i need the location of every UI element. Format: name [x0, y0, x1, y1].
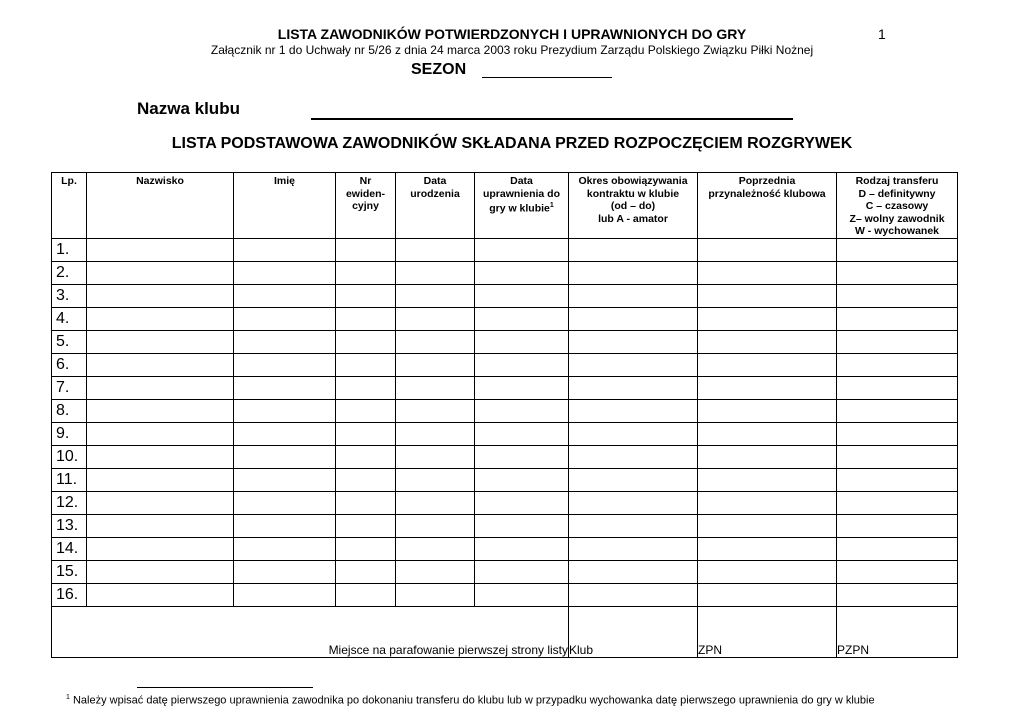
table-cell-registry-number[interactable] [336, 399, 396, 422]
table-cell-birth-date[interactable] [396, 468, 475, 491]
footnote [66, 694, 875, 707]
table-cell-previous-club[interactable] [698, 560, 837, 583]
table-cell-contract-period[interactable] [569, 583, 698, 606]
table-cell-previous-club[interactable] [698, 376, 837, 399]
table-cell-eligibility-date[interactable] [475, 376, 569, 399]
table-cell-transfer-type[interactable] [837, 422, 958, 445]
table-cell-registry-number[interactable] [336, 284, 396, 307]
season-field[interactable] [482, 77, 612, 78]
column-header-line: Data [510, 175, 533, 187]
table-cell-birth-date[interactable] [396, 376, 475, 399]
table-cell-first-name[interactable] [234, 445, 336, 468]
table-cell-registry-number[interactable] [336, 238, 396, 261]
column-header-first-name [234, 173, 336, 239]
table-cell-contract-period[interactable] [569, 537, 698, 560]
table-cell-previous-club[interactable] [698, 583, 837, 606]
column-header-line: W - wychowanek [854, 225, 939, 237]
table-cell-previous-club[interactable] [698, 491, 837, 514]
column-header-line: przynależność klubowa [708, 187, 826, 200]
table-cell-surname[interactable] [87, 284, 234, 307]
column-header-line: Z– wolny zawodnik [849, 212, 945, 225]
column-header-line: Poprzednia [738, 175, 796, 187]
table-cell-birth-date[interactable] [396, 261, 475, 284]
column-header-line: (od – do) [610, 200, 656, 212]
table-cell-birth-date[interactable] [396, 422, 475, 445]
signature-label: Miejsce na parafowanie pierwszej strony listy [52, 606, 569, 657]
table-cell-first-name[interactable] [234, 514, 336, 537]
footnote-separator [137, 687, 313, 688]
table-cell-contract-period[interactable] [569, 284, 698, 307]
table-cell-eligibility-date[interactable] [475, 491, 569, 514]
column-header-line: Nazwisko [136, 175, 184, 187]
table-row [52, 445, 958, 468]
table-cell-first-name[interactable] [234, 307, 336, 330]
table-cell-registry-number[interactable] [336, 537, 396, 560]
table-cell-contract-period[interactable] [569, 422, 698, 445]
table-cell-contract-period[interactable] [569, 560, 698, 583]
table-cell-eligibility-date[interactable] [475, 514, 569, 537]
column-header-surname [87, 173, 234, 239]
table-cell-birth-date[interactable] [396, 238, 475, 261]
table-cell-contract-period[interactable] [569, 491, 698, 514]
column-header-line: Rodzaj transferu [855, 175, 939, 187]
table-cell-registry-number[interactable] [336, 330, 396, 353]
table-cell-first-name[interactable] [234, 353, 336, 376]
table-cell-transfer-type[interactable] [837, 376, 958, 399]
row-number: 6. [52, 353, 87, 376]
table-row [52, 514, 958, 537]
table-cell-registry-number[interactable] [336, 514, 396, 537]
row-number: 13. [52, 514, 87, 537]
table-cell-eligibility-date[interactable] [475, 261, 569, 284]
row-number: 14. [52, 537, 87, 560]
column-header-line: lub A - amator [598, 212, 668, 225]
table-cell-birth-date[interactable] [396, 399, 475, 422]
table-cell-eligibility-date[interactable] [475, 238, 569, 261]
table-cell-first-name[interactable] [234, 468, 336, 491]
column-header-line: Imię [273, 175, 295, 187]
table-cell-eligibility-date[interactable] [475, 399, 569, 422]
table-cell-transfer-type[interactable] [837, 468, 958, 491]
row-number: 15. [52, 560, 87, 583]
row-number: 4. [52, 307, 87, 330]
table-cell-previous-club[interactable] [698, 307, 837, 330]
table-cell-registry-number[interactable] [336, 376, 396, 399]
row-number: 3. [52, 284, 87, 307]
table-cell-birth-date[interactable] [396, 583, 475, 606]
table-cell-surname[interactable] [87, 560, 234, 583]
table-cell-eligibility-date[interactable] [475, 583, 569, 606]
table-body [52, 238, 958, 657]
column-header-previous-club [698, 173, 837, 239]
table-cell-surname[interactable] [87, 514, 234, 537]
table-cell-registry-number[interactable] [336, 468, 396, 491]
column-header-line: Okres obowiązywania [578, 175, 688, 187]
table-cell-contract-period[interactable] [569, 353, 698, 376]
table-row [52, 353, 958, 376]
table-header-row [52, 173, 958, 239]
table-cell-eligibility-date[interactable] [475, 537, 569, 560]
table-cell-registry-number[interactable] [336, 307, 396, 330]
table-cell-birth-date[interactable] [396, 330, 475, 353]
signature-row [52, 606, 958, 657]
column-header-line: gry w klubie [489, 202, 550, 215]
table-cell-transfer-type[interactable] [837, 514, 958, 537]
table-cell-transfer-type[interactable] [837, 353, 958, 376]
footnote-marker: 1 [66, 694, 70, 701]
table-cell-contract-period[interactable] [569, 445, 698, 468]
table-cell-eligibility-date[interactable] [475, 307, 569, 330]
list-title: LISTA PODSTAWOWA ZAWODNIKÓW SKŁADANA PRZED ROZPOCZĘCIEM ROZGRYWEK [171, 135, 853, 152]
column-header-line: C – czasowy [865, 200, 929, 212]
table-cell-surname[interactable] [87, 353, 234, 376]
document-title: LISTA ZAWODNIKÓW POTWIERDZONYCH I UPRAWNIONYCH DO GRY [277, 26, 747, 42]
table-row [52, 330, 958, 353]
column-header-line: Nr [359, 175, 372, 187]
table-cell-contract-period[interactable] [569, 261, 698, 284]
table-row [52, 537, 958, 560]
table-cell-transfer-type[interactable] [837, 307, 958, 330]
table-cell-registry-number[interactable] [336, 560, 396, 583]
table-cell-contract-period[interactable] [569, 514, 698, 537]
table-cell-transfer-type[interactable] [837, 537, 958, 560]
table-cell-transfer-type[interactable] [837, 261, 958, 284]
table-cell-registry-number[interactable] [336, 583, 396, 606]
column-header-line: Data [423, 175, 447, 187]
table-cell-previous-club[interactable] [698, 537, 837, 560]
row-number: 16. [52, 583, 87, 606]
table-cell-surname[interactable] [87, 330, 234, 353]
table-cell-surname[interactable] [87, 468, 234, 491]
table-cell-surname[interactable] [87, 422, 234, 445]
table-cell-contract-period[interactable] [569, 238, 698, 261]
table-cell-eligibility-date[interactable] [475, 330, 569, 353]
table-cell-eligibility-date[interactable] [475, 468, 569, 491]
signature-pzpn-cell[interactable]: PZPN [837, 606, 958, 657]
table-cell-previous-club[interactable] [698, 261, 837, 284]
column-header-line: Lp. [61, 175, 77, 187]
table-cell-surname[interactable] [87, 537, 234, 560]
table-cell-surname[interactable] [87, 261, 234, 284]
players-table [51, 172, 958, 658]
table-cell-registry-number[interactable] [336, 491, 396, 514]
table-row [52, 376, 958, 399]
table-cell-registry-number[interactable] [336, 261, 396, 284]
document-subtitle: Załącznik nr 1 do Uchwały nr 5/26 z dnia 24 marca 2003 roku Prezydium Zarządu Polskiego Związku Piłki Nożnej [210, 43, 814, 57]
table-cell-previous-club[interactable] [698, 353, 837, 376]
table-cell-transfer-type[interactable] [837, 399, 958, 422]
table-cell-first-name[interactable] [234, 399, 336, 422]
row-number: 5. [52, 330, 87, 353]
column-header-line: urodzenia [410, 187, 460, 200]
table-cell-previous-club[interactable] [698, 284, 837, 307]
table-row [52, 491, 958, 514]
row-number: 11. [52, 468, 87, 491]
table-cell-surname[interactable] [87, 491, 234, 514]
table-cell-first-name[interactable] [234, 238, 336, 261]
table-cell-previous-club[interactable] [698, 468, 837, 491]
page-number: 1 [878, 26, 886, 42]
table-row [52, 468, 958, 491]
column-header-eligibility-date [475, 173, 569, 239]
table-cell-first-name[interactable] [234, 376, 336, 399]
table-cell-first-name[interactable] [234, 261, 336, 284]
table-cell-birth-date[interactable] [396, 307, 475, 330]
table-cell-surname[interactable] [87, 238, 234, 261]
table-row [52, 284, 958, 307]
table-cell-birth-date[interactable] [396, 537, 475, 560]
table-cell-first-name[interactable] [234, 491, 336, 514]
footnote-text: Należy wpisać datę pierwszego uprawnienia zawodnika po dokonaniu transferu do klubu lub w przypadku wychowanka datę pierwszego uprawnienia do gry w klubie [69, 694, 875, 707]
table-cell-previous-club[interactable] [698, 399, 837, 422]
table-cell-registry-number[interactable] [336, 445, 396, 468]
column-header-line: uprawnienia do [482, 187, 560, 200]
table-cell-birth-date[interactable] [396, 445, 475, 468]
table-cell-contract-period[interactable] [569, 376, 698, 399]
column-header-lp [52, 173, 87, 239]
club-name-field[interactable] [311, 118, 793, 120]
row-number: 1. [52, 238, 87, 261]
table-cell-transfer-type[interactable] [837, 445, 958, 468]
table-cell-first-name[interactable] [234, 583, 336, 606]
column-header-birth-date [396, 173, 475, 239]
column-header-line: ewiden- [345, 187, 386, 200]
table-cell-previous-club[interactable] [698, 238, 837, 261]
table-cell-contract-period[interactable] [569, 307, 698, 330]
table-cell-previous-club[interactable] [698, 514, 837, 537]
season-label: SEZON [411, 61, 467, 78]
table-cell-previous-club[interactable] [698, 445, 837, 468]
table-cell-transfer-type[interactable] [837, 284, 958, 307]
table-cell-contract-period[interactable] [569, 399, 698, 422]
row-number: 9. [52, 422, 87, 445]
table-cell-surname[interactable] [87, 376, 234, 399]
row-number: 8. [52, 399, 87, 422]
table-row [52, 422, 958, 445]
table-cell-transfer-type[interactable] [837, 238, 958, 261]
table-cell-birth-date[interactable] [396, 491, 475, 514]
footnote-reference: 1 [549, 202, 554, 209]
club-name-label: Nazwa klubu [137, 99, 240, 118]
table-row [52, 583, 958, 606]
table-cell-eligibility-date[interactable] [475, 284, 569, 307]
column-header-line: cyjny [352, 200, 379, 212]
table-cell-surname[interactable] [87, 399, 234, 422]
signature-club-cell[interactable]: Klub [569, 606, 698, 657]
row-number: 2. [52, 261, 87, 284]
table-cell-registry-number[interactable] [336, 353, 396, 376]
table-cell-first-name[interactable] [234, 284, 336, 307]
table-cell-eligibility-date[interactable] [475, 422, 569, 445]
table-cell-first-name[interactable] [234, 537, 336, 560]
table-cell-first-name[interactable] [234, 330, 336, 353]
table-cell-first-name[interactable] [234, 422, 336, 445]
table-row [52, 261, 958, 284]
table-row [52, 307, 958, 330]
table-cell-birth-date[interactable] [396, 353, 475, 376]
row-number: 7. [52, 376, 87, 399]
table-cell-transfer-type[interactable] [837, 491, 958, 514]
column-header-line: kontraktu w klubie [586, 187, 680, 200]
column-header-registry-number [336, 173, 396, 239]
column-header-transfer-type [837, 173, 958, 239]
table-cell-surname[interactable] [87, 445, 234, 468]
table-row [52, 238, 958, 261]
table-cell-transfer-type[interactable] [837, 330, 958, 353]
table-cell-transfer-type[interactable] [837, 560, 958, 583]
row-number: 10. [52, 445, 87, 468]
table-row [52, 399, 958, 422]
table-cell-eligibility-date[interactable] [475, 445, 569, 468]
table-cell-transfer-type[interactable] [837, 583, 958, 606]
table-cell-eligibility-date[interactable] [475, 560, 569, 583]
row-number: 12. [52, 491, 87, 514]
table-cell-registry-number[interactable] [336, 422, 396, 445]
table-row [52, 560, 958, 583]
table-cell-previous-club[interactable] [698, 422, 837, 445]
signature-zpn-cell[interactable]: ZPN [698, 606, 837, 657]
table-cell-birth-date[interactable] [396, 514, 475, 537]
column-header-line: D – definitywny [858, 187, 936, 200]
table-cell-previous-club[interactable] [698, 330, 837, 353]
table-cell-surname[interactable] [87, 583, 234, 606]
table-cell-contract-period[interactable] [569, 468, 698, 491]
table-cell-surname[interactable] [87, 307, 234, 330]
table-cell-eligibility-date[interactable] [475, 353, 569, 376]
table-cell-birth-date[interactable] [396, 284, 475, 307]
column-header-contract-period [569, 173, 698, 239]
table-cell-birth-date[interactable] [396, 560, 475, 583]
table-cell-first-name[interactable] [234, 560, 336, 583]
table-cell-contract-period[interactable] [569, 330, 698, 353]
